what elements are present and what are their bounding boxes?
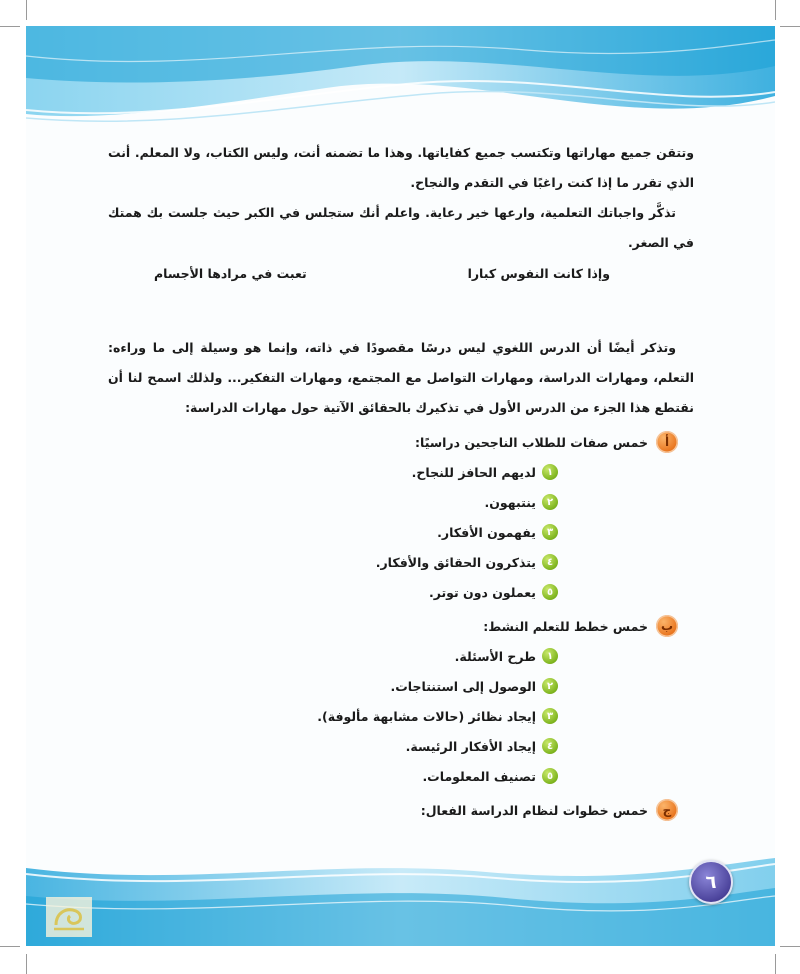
page-content: [108, 138, 694, 825]
top-wave-banner: [26, 26, 775, 138]
item-number-badge: ٣: [542, 524, 558, 540]
section-title: خمس صفات للطلاب الناجحين دراسيًا:: [415, 434, 648, 450]
poetry-verse: [108, 259, 694, 289]
list-item: [108, 761, 558, 791]
paragraph-continuation: وتتقن جميع مهاراتها وتكتسب جميع كفاياتها. وهذا ما تضمنه أنت، وليس الكتاب، ولا المعلم. أنت الذي تقرر ما إذا كنت راغبًا في التقدم والنجاح.: [108, 145, 694, 190]
item-text: طرح الأسئلة.: [454, 648, 536, 664]
item-text: يفهمون الأفكار.: [437, 524, 536, 540]
list-item: [108, 731, 558, 761]
item-number-badge: ٤: [542, 738, 558, 754]
item-number-badge: ٥: [542, 768, 558, 784]
section-letter-badge: ب: [656, 615, 678, 637]
item-number-badge: ٤: [542, 554, 558, 570]
item-text: يتذكرون الحقائق والأفكار.: [375, 554, 536, 570]
spacer: [108, 289, 694, 333]
crop-mark: [775, 0, 776, 20]
bottom-wave-banner: [26, 838, 775, 946]
item-number-badge: ٢: [542, 678, 558, 694]
item-number-badge: ١: [542, 648, 558, 664]
verse-second-half: تعبت في مرادها الأجسام: [154, 266, 307, 281]
item-text: ينتبهون.: [484, 494, 536, 510]
section-letter-badge: ج: [656, 799, 678, 821]
section-heading-b: [108, 611, 678, 641]
list-item: [108, 517, 558, 547]
crop-mark: [0, 946, 20, 947]
section-heading-a: [108, 427, 678, 457]
item-text: لديهم الحافز للنجاح.: [411, 464, 536, 480]
list-item: [108, 701, 558, 731]
paragraph-duties: تذكَّر واجباتك التعلمية، وارعها خير رعاية. واعلم أنك ستجلس في الكبر حيث جلست بك همتك في الصغر.: [108, 205, 694, 250]
page-number-badge: [689, 860, 733, 904]
crop-mark: [26, 0, 27, 20]
item-text: إيجاد نظائر (حالات مشابهة مألوفة).: [317, 708, 536, 724]
verse-first-half: وإذا كانت النفوس كبارا: [467, 266, 610, 281]
paragraph-intro: وتذكر أيضًا أن الدرس اللغوي ليس درسًا مقصودًا في ذاته، وإنما هو وسيلة إلى ما وراءه: التعلم، ومهارات الدراسة، ومهارات التواصل مع المجتمع، ومهارات التفكير... ولذلك اسمح لنا أن نقتطع هذا الجزء من الدرس الأول في تذكيرك بالحقائق الآتية حول مهارات الدراسة:: [108, 340, 694, 415]
crop-mark: [780, 26, 800, 27]
section-heading-c: [108, 795, 678, 825]
list-item: [108, 671, 558, 701]
crop-mark: [780, 946, 800, 947]
item-text: الوصول إلى استنتاجات.: [390, 678, 536, 694]
list-item: [108, 641, 558, 671]
publisher-logo-icon: [46, 897, 92, 937]
crop-mark: [775, 954, 776, 974]
item-number-badge: ٥: [542, 584, 558, 600]
section-title: خمس خطوات لنظام الدراسة الفعال:: [420, 802, 648, 818]
item-number-badge: ١: [542, 464, 558, 480]
item-number-badge: ٢: [542, 494, 558, 510]
crop-mark: [26, 954, 27, 974]
page-number: ٦: [705, 871, 717, 893]
crop-mark: [0, 26, 20, 27]
list-item: [108, 547, 558, 577]
section-title: خمس خطط للتعلم النشط:: [483, 618, 648, 634]
section-letter-badge: أ: [656, 431, 678, 453]
list-item: [108, 577, 558, 607]
item-text: تصنيف المعلومات.: [422, 768, 536, 784]
item-number-badge: ٣: [542, 708, 558, 724]
item-text: يعملون دون توتر.: [428, 584, 536, 600]
list-item: [108, 457, 558, 487]
item-text: إيجاد الأفكار الرئيسة.: [405, 738, 536, 754]
list-item: [108, 487, 558, 517]
